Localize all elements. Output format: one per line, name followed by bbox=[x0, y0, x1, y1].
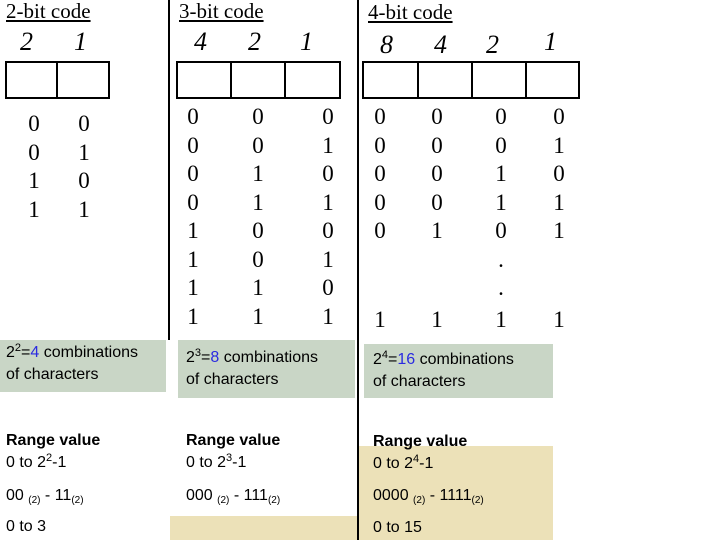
bit-column-4bit-1: 0 0 0 0 1 bbox=[431, 104, 443, 243]
last-bit-4bit-2: 1 bbox=[495, 307, 507, 332]
combinations-panel-2bit: $2^2=4$ combinations of characters bbox=[0, 340, 166, 392]
bit-column-2bit-0: 0 0 1 1 bbox=[28, 111, 40, 222]
weight-2bit-0: 2 bbox=[20, 27, 33, 56]
weight-3bit-1: 2 bbox=[248, 27, 261, 56]
title-4bit: 4-bit code bbox=[368, 0, 453, 24]
bit-box-2bit-1 bbox=[56, 61, 110, 99]
weight-3bit-2: 1 bbox=[300, 27, 313, 56]
bit-column-4bit-2: 0 0 1 1 0 . . bbox=[495, 104, 507, 300]
last-bit-4bit-0: 1 bbox=[374, 307, 386, 332]
weight-3bit-0: 4 bbox=[194, 27, 207, 56]
decimal-range-2bit: 0 to 3 bbox=[6, 518, 47, 535]
range-panel-3bit: Range value 0 to $2^3-1$ bbox=[186, 432, 281, 471]
last-bit-4bit-3: 1 bbox=[553, 307, 565, 332]
bit-box-4bit-1 bbox=[417, 61, 473, 99]
title-2bit: 2-bit code bbox=[6, 0, 91, 23]
bit-column-4bit-3: 0 1 0 1 1 bbox=[553, 104, 565, 243]
title-3bit: 3-bit code bbox=[179, 0, 264, 23]
bit-column-3bit-0: 0 0 0 0 1 1 1 1 bbox=[187, 104, 199, 329]
range-background-3bit-lower bbox=[170, 516, 357, 540]
weight-4bit-1: 4 bbox=[434, 30, 447, 59]
combinations-panel-3bit: $2^3=8$ combinations of characters bbox=[178, 340, 355, 398]
bit-box-3bit-1 bbox=[230, 61, 286, 99]
bit-box-4bit-0 bbox=[362, 61, 419, 99]
binary-range-2bit: 00 $_{(2)} - 11_{(2)}$ bbox=[6, 487, 84, 506]
last-bit-4bit-1: 1 bbox=[431, 307, 443, 332]
range-panel-2bit: Range value 0 to $2^2-1$ bbox=[6, 432, 101, 471]
bit-box-3bit-0 bbox=[176, 61, 232, 99]
bit-box-4bit-2 bbox=[471, 61, 527, 99]
divider-1 bbox=[168, 0, 170, 340]
bit-box-4bit-3 bbox=[525, 61, 580, 99]
binary-range-3bit: 000 $_{(2)} - 111_{(2)}$ bbox=[186, 487, 281, 506]
weight-4bit-0: 8 bbox=[380, 30, 393, 59]
range-panel-4bit: Range value 0 to $2^4-1$ bbox=[373, 433, 468, 472]
combinations-panel-4bit: $2^4=16$ combinations of characters bbox=[364, 344, 553, 398]
weight-4bit-2: 2 bbox=[486, 30, 499, 59]
bit-column-4bit-0: 0 0 0 0 0 bbox=[374, 104, 386, 243]
weight-2bit-1: 1 bbox=[74, 27, 87, 56]
bit-column-2bit-1: 0 1 0 1 bbox=[78, 111, 90, 222]
bit-column-3bit-1: 0 0 1 1 0 0 1 1 bbox=[252, 104, 264, 329]
bit-box-2bit-0 bbox=[5, 61, 58, 99]
bit-column-3bit-2: 0 1 0 1 0 1 0 1 bbox=[322, 104, 334, 329]
bit-box-3bit-2 bbox=[284, 61, 341, 99]
weight-4bit-3: 1 bbox=[544, 27, 557, 56]
decimal-range-4bit: 0 to 15 bbox=[373, 519, 422, 536]
binary-range-4bit: 0000 $_{(2)} - 1111_{(2)}$ bbox=[373, 487, 484, 506]
